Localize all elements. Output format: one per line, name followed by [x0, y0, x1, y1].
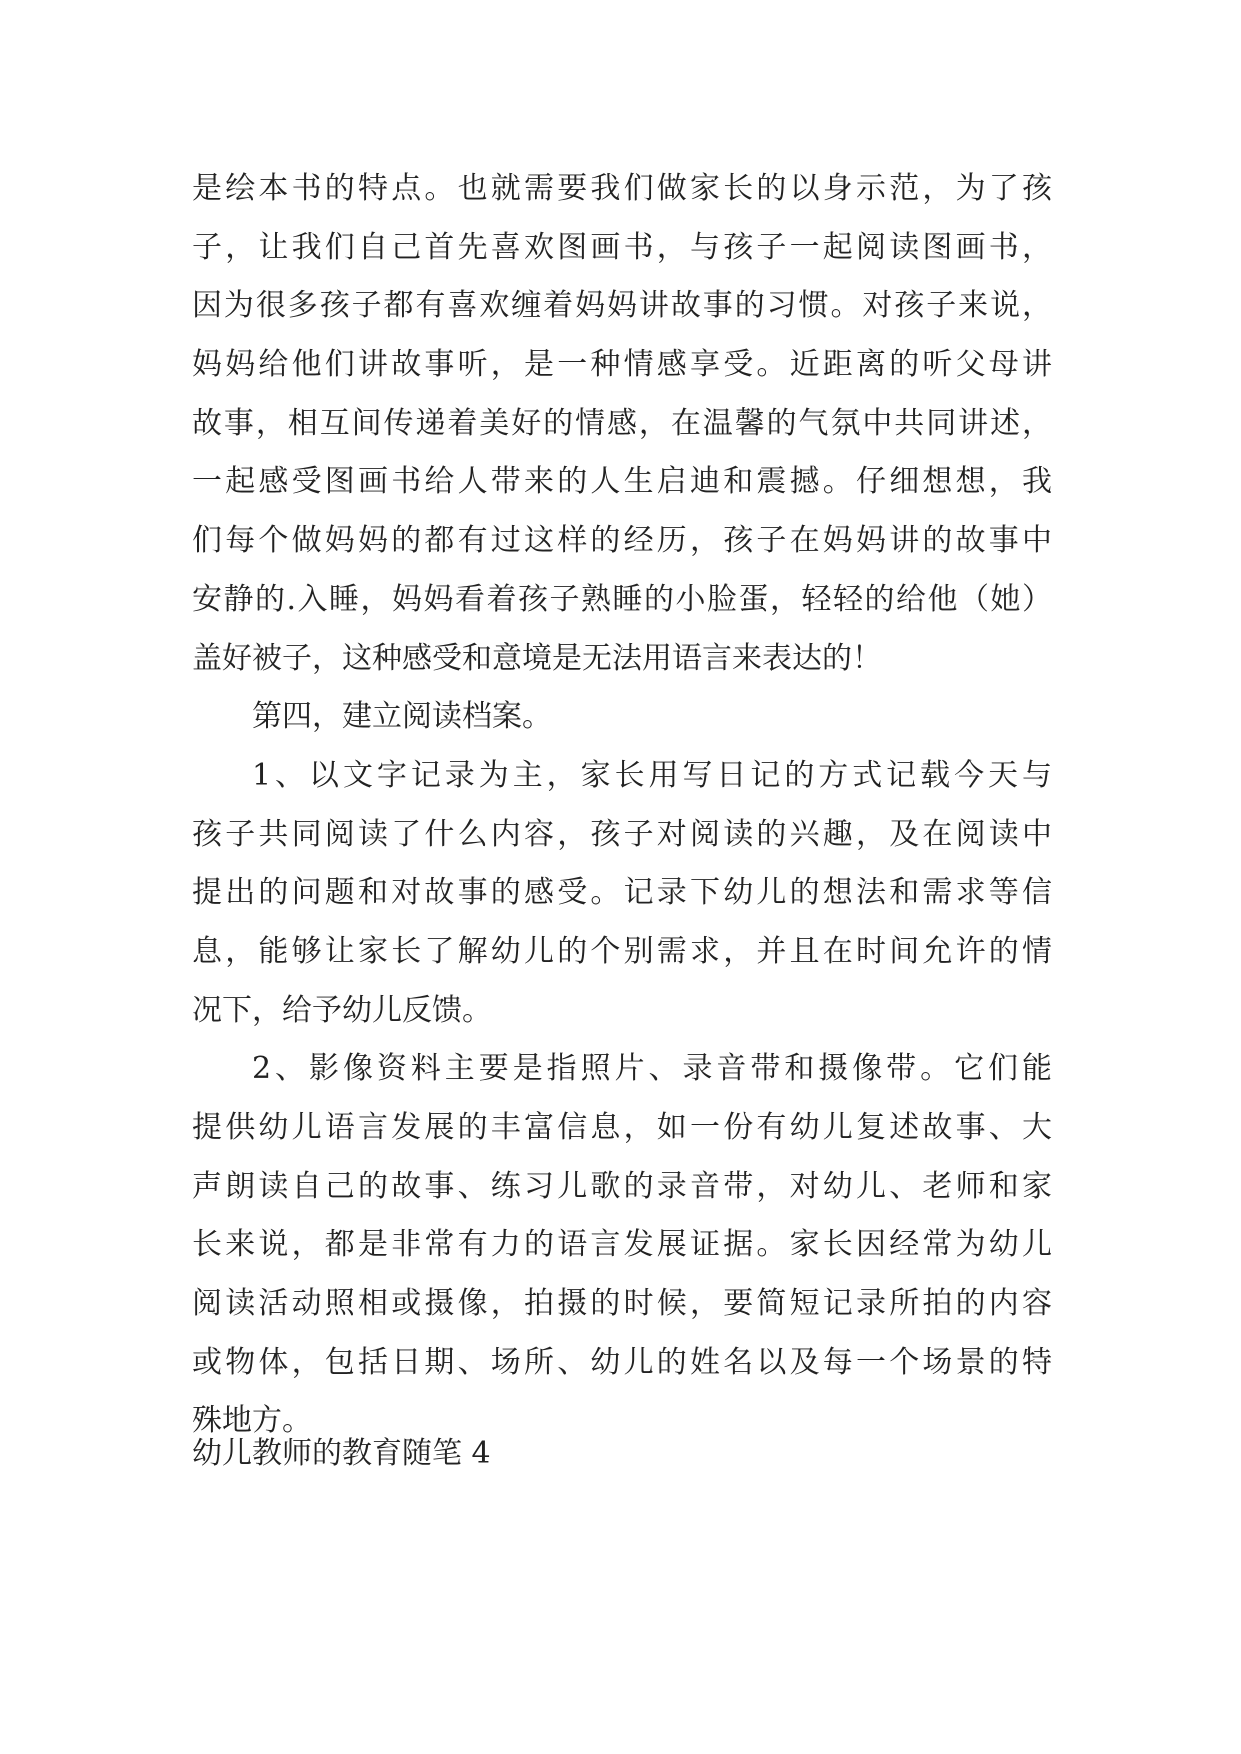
text-line: 2、影像资料主要是指照片、录音带和摄像带。它们能: [252, 1051, 1052, 1087]
text-line: 安静的.入睡，妈妈看着孩子熟睡的小脸蛋，轻轻的给他（她）: [192, 581, 1052, 617]
text-line: 况下，给予幼儿反馈。: [192, 992, 492, 1028]
text-line: 阅读活动照相或摄像，拍摄的时候，要简短记录所拍的内容: [192, 1286, 1052, 1322]
text-line: 第四，建立阅读档案。: [252, 699, 552, 735]
text-line: 提供幼儿语言发展的丰富信息，如一份有幼儿复述故事、大: [192, 1110, 1052, 1145]
text-line: 一起感受图画书给人带来的人生启迪和震撼。仔细想想，我: [192, 464, 1052, 500]
section-heading: 幼儿教师的教育随笔 4: [192, 1436, 491, 1471]
text-line: 殊地方。: [192, 1403, 312, 1439]
text-line: 声朗读自己的故事、练习儿歌的录音带，对幼儿、老师和家: [192, 1168, 1052, 1204]
text-line: 是绘本书的特点。也就需要我们做家长的以身示范，为了孩: [192, 171, 1052, 206]
body-text: [192, 160, 1052, 1451]
text-line: 因为很多孩子都有喜欢缠着妈妈讲故事的习惯。对孩子来说，: [192, 288, 1052, 324]
text-line: 息，能够让家长了解幼儿的个别需求，并且在时间允许的情: [192, 933, 1052, 969]
text-line: 或物体，包括日期、场所、幼儿的姓名以及每一个场景的特: [192, 1344, 1052, 1380]
text-line: 盖好被子，这种感受和意境是无法用语言来表达的！: [192, 640, 882, 676]
text-line: 提出的问题和对故事的感受。记录下幼儿的想法和需求等信: [192, 875, 1052, 911]
text-line: 长来说，都是非常有力的语言发展证据。家长因经常为幼儿: [192, 1227, 1052, 1263]
text-line: 子，让我们自己首先喜欢图画书，与孩子一起阅读图画书，: [192, 229, 1052, 265]
text-line: 们每个做妈妈的都有过这样的经历，孩子在妈妈讲的故事中: [192, 523, 1052, 559]
text-line: 故事，相互间传递着美好的情感，在温馨的气氛中共同讲述，: [192, 405, 1052, 441]
text-line: 妈妈给他们讲故事听，是一种情感享受。近距离的听父母讲: [192, 347, 1052, 383]
text-line: 1、以文字记录为主，家长用写日记的方式记载今天与: [252, 757, 1052, 793]
text-line: 孩子共同阅读了什么内容，孩子对阅读的兴趣，及在阅读中: [192, 816, 1052, 852]
